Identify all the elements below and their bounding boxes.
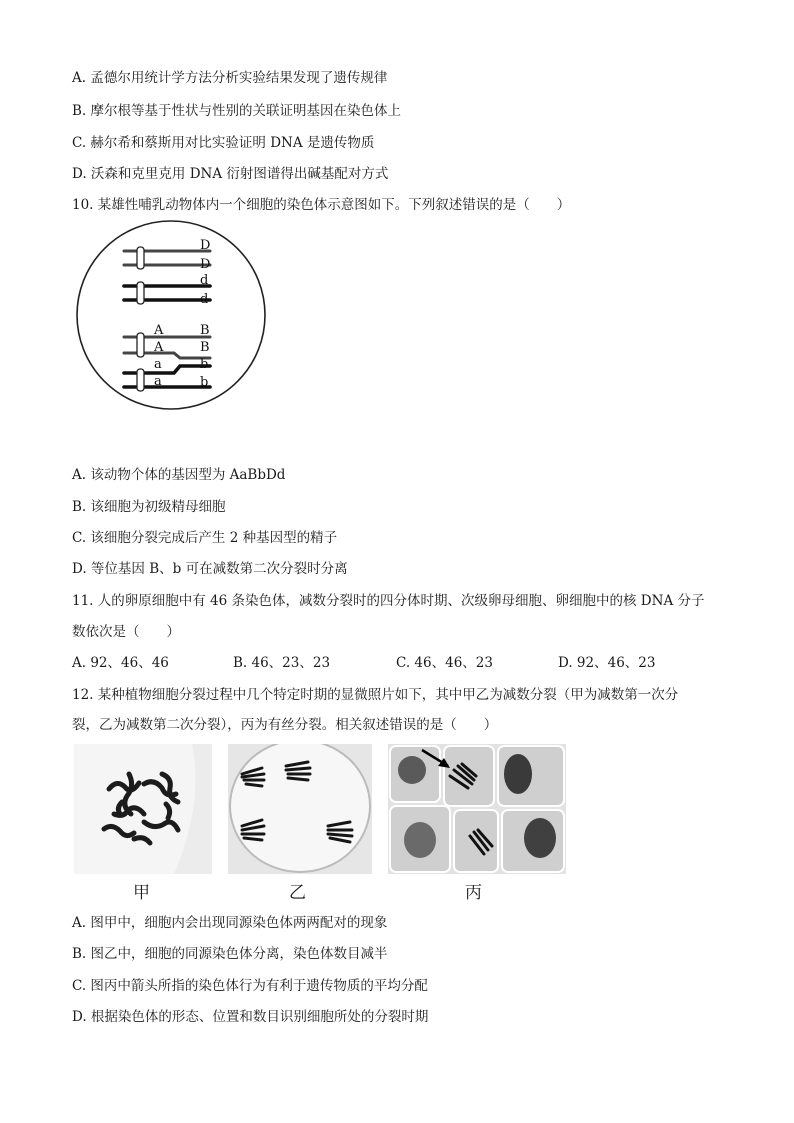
caption-jia: 甲	[133, 883, 150, 903]
gene-label: B	[200, 340, 210, 355]
chromosome-diagram	[74, 218, 274, 418]
gene-label: d	[200, 273, 209, 288]
gene-label: a	[154, 374, 162, 389]
gene-label: b	[200, 375, 209, 390]
micrograph-jia	[74, 744, 212, 874]
q10-stem: 10. 某雄性哺乳动物体内一个细胞的染色体示意图如下。下列叙述错误的是（ ）	[72, 197, 571, 213]
centromere	[137, 369, 144, 391]
gene-label: D	[200, 257, 211, 272]
q12-option-c: C. 图丙中箭头所指的染色体行为有利于遗传物质的平均分配	[72, 978, 428, 994]
q9-option-d: D. 沃森和克里克用 DNA 衍射图谱得出碱基配对方式	[72, 166, 389, 182]
q12-option-d: D. 根据染色体的形态、位置和数目识别细胞所处的分裂时期	[72, 1009, 429, 1025]
q10-option-d: D. 等位基因 B、b 可在减数第二次分裂时分离	[72, 561, 348, 577]
gene-label: A	[154, 323, 164, 338]
centromere	[137, 247, 144, 269]
gene-label: A	[154, 340, 164, 355]
q11-option-b: B. 46、23、23	[233, 655, 331, 671]
q10-option-b: B. 该细胞为初级精母细胞	[72, 499, 226, 515]
q9-option-b: B. 摩尔根等基于性状与性别的关联证明基因在染色体上	[72, 103, 402, 119]
centromere	[137, 333, 144, 357]
caption-yi: 乙	[289, 883, 306, 903]
gene-label: b	[200, 357, 209, 372]
gene-label: a	[154, 357, 162, 372]
micrograph-bing	[388, 744, 566, 874]
gene-label: D	[200, 238, 211, 253]
q11-option-c: C. 46、46、23	[396, 655, 493, 671]
q12-option-a: A. 图甲中，细胞内会出现同源染色体两两配对的现象	[72, 915, 388, 931]
q9-option-c: C. 赫尔希和蔡斯用对比实验证明 DNA 是遗传物质	[72, 135, 375, 151]
q12-option-b: B. 图乙中，细胞的同源染色体分离，染色体数目减半	[72, 946, 388, 962]
q12-stem-line1: 12. 某种植物细胞分裂过程中几个特定时期的显微照片如下，其中甲乙为减数分裂（甲为减数第一次分	[72, 687, 679, 703]
gene-label: B	[200, 323, 210, 338]
centromere	[137, 282, 144, 304]
q9-option-a: A. 孟德尔用统计学方法分析实验结果发现了遗传规律	[72, 70, 388, 86]
gene-label: d	[200, 292, 209, 307]
q10-option-c: C. 该细胞分裂完成后产生 2 种基因型的精子	[72, 530, 338, 546]
q12-stem-line2: 裂，乙为减数第二次分裂），丙为有丝分裂。相关叙述错误的是（ ）	[72, 717, 498, 733]
cell-outline	[77, 221, 265, 409]
q10-option-a: A. 该动物个体的基因型为 AaBbDd	[72, 467, 286, 483]
micrograph-yi	[228, 744, 372, 874]
caption-bing: 丙	[465, 883, 482, 903]
q11-stem-line2: 数依次是（ ）	[72, 624, 180, 640]
q11-option-d: D. 92、46、23	[558, 655, 656, 671]
q11-stem-line1: 11. 人的卵原细胞中有 46 条染色体，减数分裂时的四分体时期、次级卵母细胞、卵细胞中的核 DNA 分子	[72, 593, 705, 609]
q11-option-a: A. 92、46、46	[72, 655, 169, 671]
